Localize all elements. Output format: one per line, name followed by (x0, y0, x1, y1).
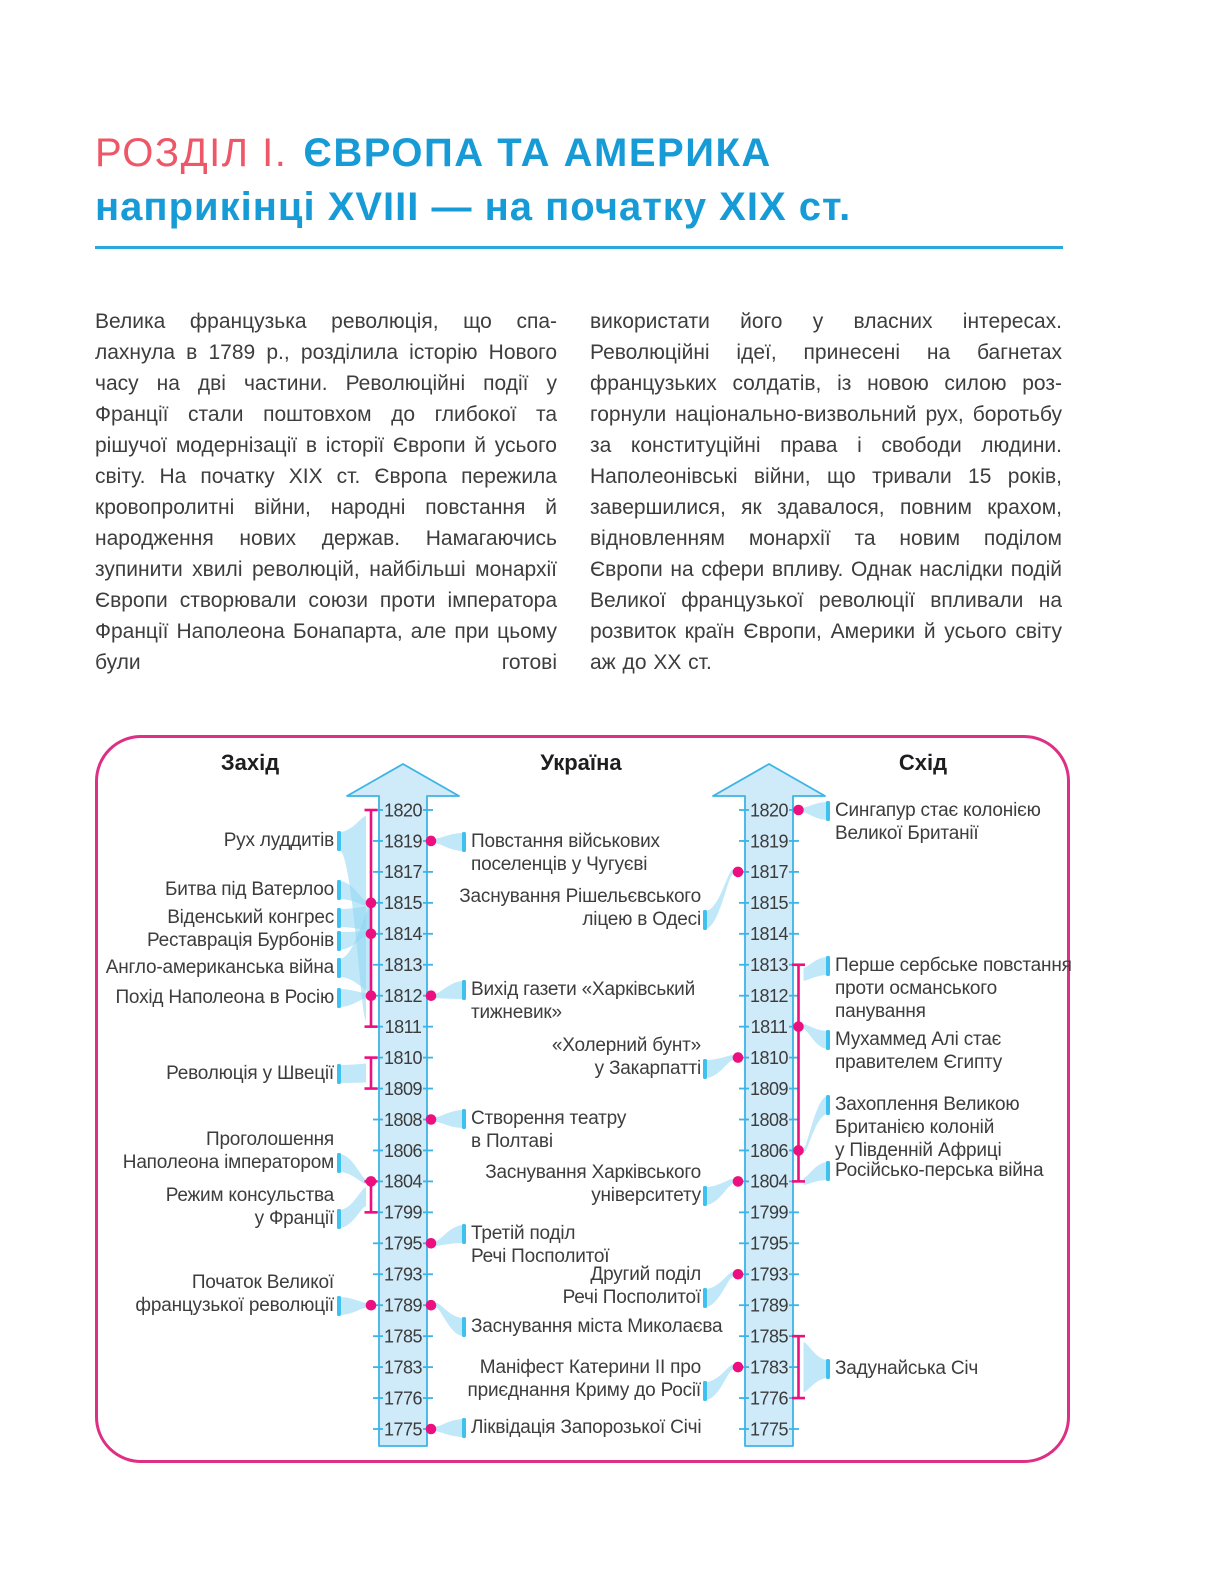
year-label: 1789 (383, 1295, 423, 1316)
west-event-label: Реставрація Бурбонів (146, 930, 334, 951)
intro-paragraph-left: Велика французька революція, що спалахнула в 1789 р., розділила історію Нового часу на дві частини. Революційні події у Франції стали поштовхом до глибокої та рішучої модернізації в історії Європи й усього світу. На початку XIX ст. Європа пережила кровопролитні війни, народні повстання й народження нових держав. Намагаючись зупинити хвилі революцій, найбільші монархії Європи створювали союзи проти імператора Франції Наполеона Бонапарта, але при цьому були готові (95, 310, 557, 674)
ukraine-east-event-label: у Закарпатті (594, 1058, 701, 1079)
year-label: 1817 (383, 862, 423, 883)
year-label: 1819 (383, 831, 423, 852)
year-label: 1811 (750, 1016, 788, 1037)
timeline-labels (98, 738, 1072, 1460)
ukraine-west-event-label: Заснування міста Миколаєва (471, 1316, 723, 1337)
ukraine-west-event-label: тижневик» (471, 1002, 562, 1023)
year-label: 1775 (383, 1419, 423, 1440)
year-label: 1785 (383, 1326, 423, 1347)
east-event-label: Перше сербське повстання (835, 955, 1072, 976)
ukraine-east-event-label: ліцею в Одесі (582, 909, 701, 930)
west-event-label: Наполеона імператором (122, 1152, 334, 1173)
chapter-label: РОЗДІЛ І. (95, 131, 288, 175)
year-label: 1811 (384, 1016, 422, 1037)
year-label: 1810 (749, 1047, 789, 1068)
east-event-label: панування (835, 1001, 926, 1022)
chapter-subtitle: наприкінці XVIII — на початку XIX ст. (95, 185, 852, 229)
title-rule (95, 246, 1063, 249)
year-label: 1793 (383, 1264, 423, 1285)
year-label: 1814 (383, 924, 423, 945)
ukraine-east-event-label: Маніфест Катерини II про (479, 1357, 701, 1378)
year-label: 1812 (749, 986, 789, 1006)
east-event-label: Російсько-перська війна (835, 1160, 1044, 1181)
year-label: 1812 (383, 986, 423, 1006)
year-label: 1814 (749, 924, 789, 945)
west-event-label: Революція у Швеції (166, 1063, 334, 1084)
year-label: 1809 (383, 1078, 423, 1099)
west-event-label: Проголошення (205, 1129, 334, 1150)
year-label: 1810 (383, 1047, 423, 1068)
year-label: 1804 (749, 1171, 789, 1192)
ukraine-west-event-label: Створення театру (471, 1108, 627, 1129)
year-label: 1776 (383, 1388, 423, 1409)
year-label: 1815 (383, 893, 423, 914)
year-label: 1808 (749, 1109, 789, 1130)
year-label: 1820 (383, 800, 423, 821)
year-label: 1793 (749, 1264, 789, 1285)
east-event-label: у Південній Африці (835, 1140, 1002, 1161)
year-label: 1799 (383, 1202, 423, 1223)
year-label: 1806 (749, 1140, 789, 1161)
west-event-label: Похід Наполеона в Росію (115, 987, 334, 1008)
chapter-title: ЄВРОПА ТА АМЕРИКА (303, 131, 772, 175)
east-event-label: правителем Єгипту (835, 1052, 1003, 1073)
ukraine-east-event-label: Другий поділ (590, 1264, 701, 1285)
year-label: 1815 (749, 893, 789, 914)
year-label: 1808 (383, 1109, 423, 1130)
year-label: 1819 (749, 831, 789, 852)
ukraine-east-event-label: університету (591, 1185, 701, 1206)
west-event-label: французької революції (135, 1295, 334, 1316)
year-label: 1775 (749, 1419, 789, 1440)
year-label: 1795 (383, 1233, 423, 1254)
ukraine-west-event-label: в Полтаві (471, 1131, 553, 1152)
year-label: 1776 (749, 1388, 789, 1409)
year-label: 1813 (383, 955, 423, 976)
east-event-label: Захоплення Великою (835, 1094, 1020, 1115)
ukraine-east-event-label: Речі Посполитої (562, 1287, 701, 1308)
year-label: 1813 (749, 955, 789, 976)
year-label: 1799 (749, 1202, 789, 1223)
west-event-label: Англо-американська війна (105, 957, 334, 978)
year-label: 1809 (749, 1078, 789, 1099)
year-label: 1806 (383, 1140, 423, 1161)
west-event-label: у Франції (254, 1208, 334, 1229)
west-event-label: Початок Великої (191, 1272, 334, 1293)
east-event-label: Сингапур стає колонією (835, 800, 1041, 821)
timeline-header-ukraine: Україна (540, 750, 622, 775)
chapter-title-line1 (95, 126, 1063, 180)
ukraine-west-event-label: Вихід газети «Харківський (471, 979, 695, 1000)
east-event-label: Задунайська Січ (835, 1358, 979, 1379)
ukraine-west-event-label: Повстання військових (471, 831, 660, 852)
timeline-header-east: Схід (898, 750, 948, 775)
year-label: 1789 (749, 1295, 789, 1316)
intro-paragraph-right: використати його у власних інтересах. Революційні ідеї, принесені на багнетах французьких солдатів, із новою силою розгорнули національно-визвольний рух, боротьбу за конституційні права і свободи людини. Наполеонівські війни, що тривали 15 років, завершилися, як здавалося, повним крахом, відновленням монархії та новим поділом Європи на сфери впливу. Однак наслідки подій Великої французької революції впливали на розвиток країн Європи, Америки й усього світу аж до XX ст. (590, 310, 1062, 674)
ukraine-west-event-label: поселенців у Чугуєві (471, 854, 648, 875)
west-event-label: Рух луддитів (223, 830, 334, 851)
west-event-label: Битва під Ватерлоо (164, 879, 334, 900)
year-label: 1820 (749, 800, 789, 821)
year-label: 1795 (749, 1233, 789, 1254)
ukraine-west-event-label: Третій поділ (471, 1223, 576, 1244)
east-event-label: Британією колоній (835, 1117, 995, 1138)
east-event-label: проти османського (835, 978, 997, 999)
east-event-label: Великої Британії (835, 823, 979, 844)
ukraine-east-event-label: Заснування Рішельєвського (459, 886, 701, 907)
chapter-heading (95, 126, 1063, 249)
ukraine-west-event-label: Ліквідація Запорозької Січі (471, 1417, 702, 1438)
timeline-header-west: Захід (220, 750, 280, 775)
ukraine-east-event-label: Заснування Харківського (485, 1162, 701, 1183)
ukraine-west-event-label: Речі Посполитої (471, 1246, 610, 1267)
year-label: 1804 (383, 1171, 423, 1192)
east-event-label: Мухаммед Алі стає (835, 1029, 1002, 1050)
ukraine-east-event-label: приєднання Криму до Росії (467, 1380, 701, 1401)
timeline-panel (95, 735, 1070, 1463)
west-event-label: Режим консульства (165, 1185, 334, 1206)
year-label: 1817 (749, 862, 789, 883)
year-label: 1785 (749, 1326, 789, 1347)
ukraine-east-event-label: «Холерний бунт» (551, 1035, 701, 1056)
year-label: 1783 (383, 1357, 423, 1378)
year-label: 1783 (749, 1357, 789, 1378)
west-event-label: Віденський конгрес (167, 907, 334, 928)
